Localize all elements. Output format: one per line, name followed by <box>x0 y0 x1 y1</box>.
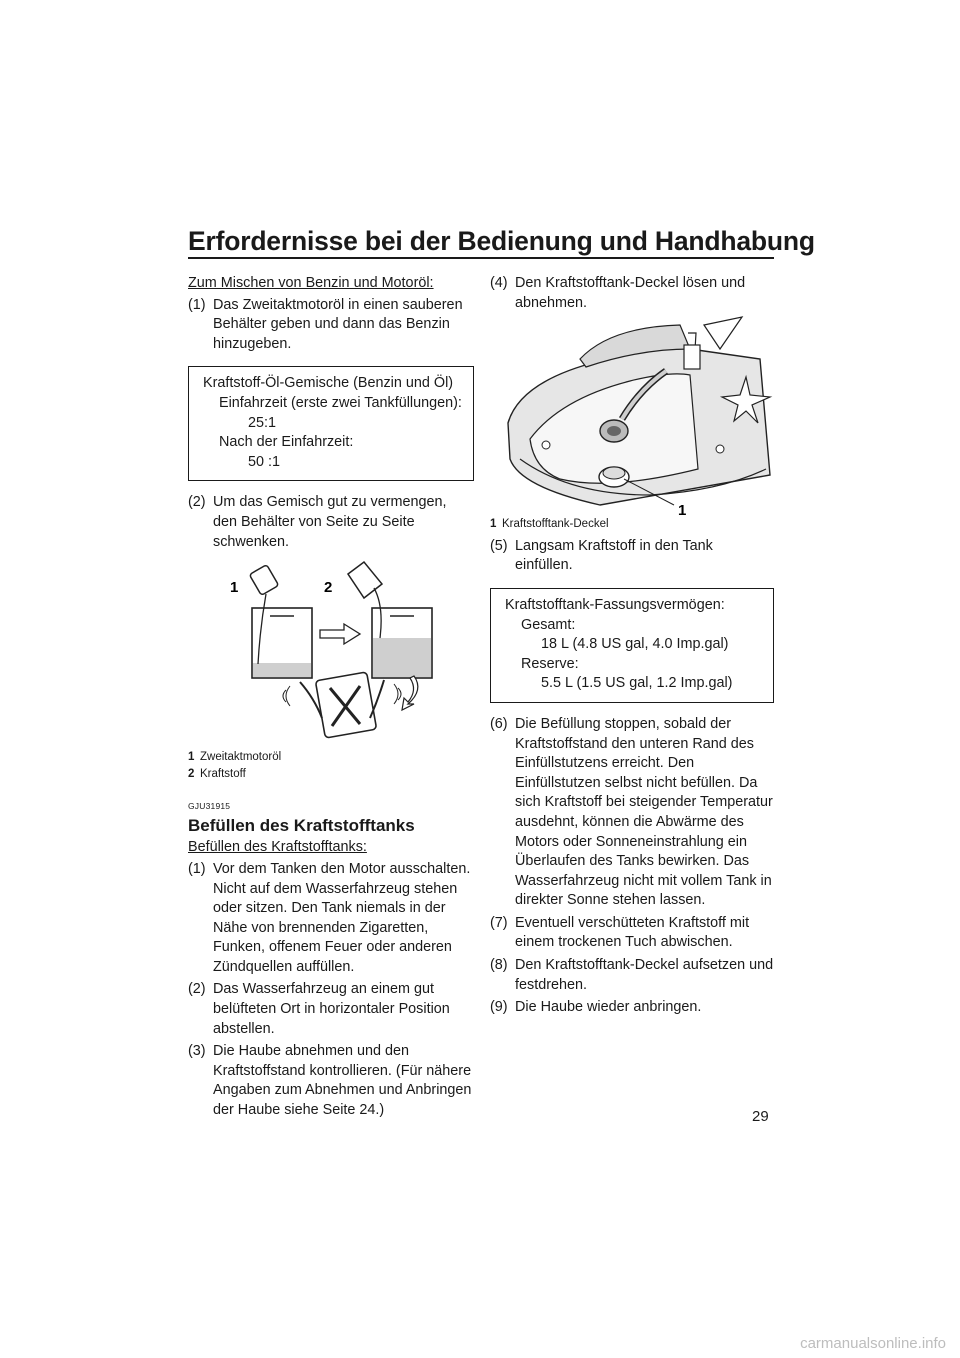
legend-item: 1 Zweitaktmotoröl <box>188 750 282 763</box>
figure-label-1: 1 <box>230 579 239 597</box>
legend-item: 1 Kraftstofftank-Deckel <box>490 517 609 530</box>
fill-step <box>490 537 774 576</box>
step-text: Eventuell verschütteten Kraftstoff mit einem trockenen Tuch abwischen. <box>515 914 750 951</box>
step-text: Um das Gemisch gut zu vermengen, den Behälter von Seite zu Seite schwenken. <box>213 494 447 550</box>
curved-arrow-icon <box>402 676 418 710</box>
mixture-spec-label: Einfahrzeit (erste zwei Tankfüllungen): <box>219 394 462 411</box>
fill-steps-continued <box>490 274 774 313</box>
watermark: carmanualsonline.info <box>800 1335 946 1352</box>
figure-legend <box>490 516 774 533</box>
fill-step <box>188 980 474 1039</box>
capacity-spec-label: Gesamt: <box>521 616 576 633</box>
step-number: (2) <box>188 494 206 511</box>
fill-step <box>188 860 474 978</box>
page-title: Erfordernisse bei der Bedienung und Handhabung <box>188 226 815 256</box>
step-text: Das Zweitaktmotoröl in einen sauberen Behälter geben und dann das Benzin hinzugeben. <box>213 296 463 352</box>
mixture-spec-value: 25:1 <box>248 414 277 431</box>
title-rule <box>188 257 774 259</box>
fill-step <box>490 914 774 953</box>
legend-item: 2 Kraftstoff <box>188 767 246 780</box>
fill-step <box>490 956 774 995</box>
mix-step <box>188 296 474 355</box>
fill-steps <box>188 860 474 1121</box>
step-number: (8) <box>490 957 508 974</box>
step-text: Langsam Kraftstoff in den Tank einfüllen. <box>515 537 713 574</box>
mix-steps <box>188 296 474 355</box>
mixing-figure <box>188 558 474 745</box>
mixture-spec-box <box>188 366 474 481</box>
capacity-spec-label: Reserve: <box>521 655 579 672</box>
left-column <box>188 274 474 1124</box>
mixture-spec-title: Kraftstoff-Öl-Gemische (Benzin und Öl) <box>203 375 454 392</box>
step-number: (4) <box>490 275 508 291</box>
step-text: Den Kraftstofftank-Deckel lösen und abnehmen. <box>515 275 746 311</box>
figure-label-1: 1 <box>678 502 687 520</box>
step-number: (3) <box>188 1043 206 1060</box>
fuel-cap-figure <box>490 319 774 520</box>
section-heading: Befüllen des Kraftstofftanks <box>188 816 415 836</box>
mixing-illustration <box>188 558 474 738</box>
fuel-cap-illustration <box>490 319 774 520</box>
right-column <box>490 274 774 1021</box>
step-text: Vor dem Tanken den Motor ausschalten. Nicht auf dem Wasserfahrzeug stehen oder sitzen. Den Tank niemals in der Nähe von brennenden Zigaretten, Funken, offenem Feuer oder anderen Zündquellen auffüllen. <box>213 860 471 975</box>
fill-steps-continued <box>490 537 774 576</box>
fill-step <box>490 998 774 1018</box>
mixture-spec-value: 50 :1 <box>248 453 281 470</box>
step-text: Die Befüllung stoppen, sobald der Kraftstoffstand den unteren Rand des Einfüllstutzens erreicht. Den Einfüllstutzen selbst nicht befüllen. Da sich Kraftstoff bei steigender Temperatur ausdehnt, können die Abwärme des Motors oder Sonneneinstrahlung ein Überlaufen des Tanks bewirken. Das Wasserfahrzeug nicht mit vollem Tank in direkter Sonne stehen lassen. <box>515 715 773 909</box>
section-code: GJU31915 <box>188 800 231 811</box>
fill-step <box>490 715 774 911</box>
capacity-spec-box <box>490 588 774 703</box>
step-text: Das Wasserfahrzeug an einem gut belüfteten Ort in horizontaler Position abstellen. <box>213 981 450 1037</box>
step-number: (1) <box>188 860 206 877</box>
right-arrow-icon <box>320 624 360 644</box>
capacity-spec-value: 5.5 L (1.5 US gal, 1.2 Imp.gal) <box>541 675 733 692</box>
capacity-spec-title: Kraftstofftank-Fassungsvermögen: <box>505 596 725 613</box>
mix-heading: Zum Mischen von Benzin und Motoröl: <box>188 275 434 291</box>
mix-step <box>188 493 474 552</box>
fill-step <box>188 1042 474 1120</box>
fill-heading: Befüllen des Kraftstofftanks: <box>188 839 367 856</box>
step-number: (7) <box>490 914 508 931</box>
page-number: 29 <box>752 1108 769 1125</box>
step-text: Den Kraftstofftank-Deckel aufsetzen und festdrehen. <box>515 957 774 993</box>
step-number: (1) <box>188 296 206 313</box>
step-number: (2) <box>188 981 206 998</box>
capacity-spec-value: 18 L (4.8 US gal, 4.0 Imp.gal) <box>541 636 729 653</box>
figure-label-2: 2 <box>324 579 333 597</box>
step-number: (9) <box>490 999 508 1016</box>
fill-steps-continued <box>490 715 774 1018</box>
step-text: Die Haube abnehmen und den Kraftstoffstand kontrollieren. (Für nähere Angaben zum Abnehmen und Anbringen der Haube siehe Seite 24.) <box>213 1043 472 1119</box>
fill-step <box>490 274 774 313</box>
mixture-spec-label: Nach der Einfahrzeit: <box>219 434 354 451</box>
step-text: Die Haube wieder anbringen. <box>515 999 702 1016</box>
step-number: (5) <box>490 537 508 554</box>
mix-steps <box>188 493 474 552</box>
figure-legend <box>188 749 474 783</box>
step-number: (6) <box>490 715 508 732</box>
